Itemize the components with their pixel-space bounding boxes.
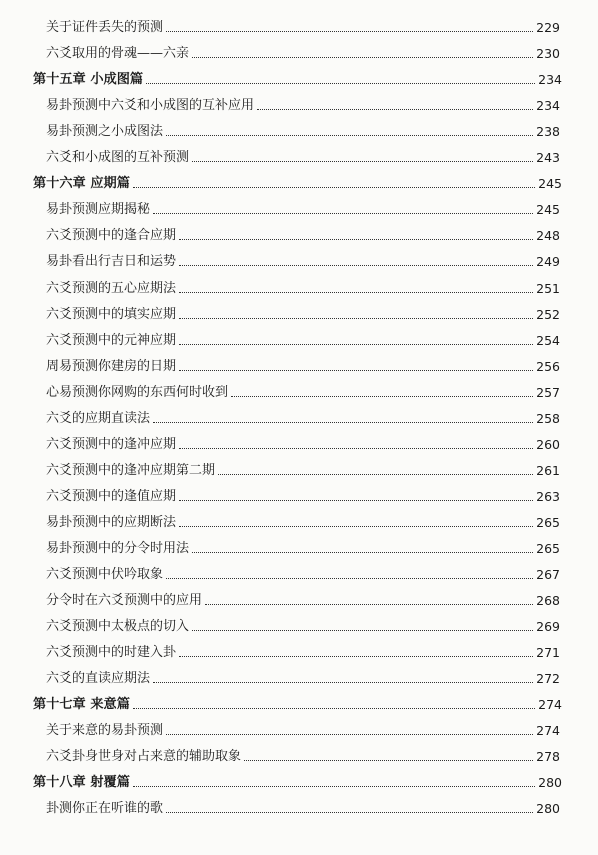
toc-entry <box>0 663 598 689</box>
page-number: 251 <box>536 280 560 296</box>
dot-leader <box>133 786 535 787</box>
page-number: 245 <box>538 176 562 192</box>
page-number: 234 <box>538 72 562 88</box>
toc-entry <box>0 325 598 351</box>
toc-entry <box>0 142 598 168</box>
toc-entry <box>0 377 598 403</box>
dot-leader <box>244 760 533 761</box>
toc-entry <box>0 585 598 611</box>
toc-entry <box>0 194 598 220</box>
page-number: 234 <box>536 98 560 114</box>
toc-entry <box>0 611 598 637</box>
dot-leader <box>192 161 533 162</box>
entry-title: 易卦预测应期揭秘 <box>46 202 151 218</box>
chapter-title: 第十七章 来意篇 <box>33 697 130 713</box>
entry-title: 心易预测你网购的东西何时收到 <box>46 384 229 400</box>
dot-leader <box>192 57 533 58</box>
toc-entry <box>0 116 598 142</box>
dot-leader <box>192 630 533 631</box>
dot-leader <box>146 83 535 84</box>
toc-entry <box>0 455 598 481</box>
entry-title: 六爻卦身世身对占来意的辅助取象 <box>46 749 242 765</box>
entry-title: 六爻预测中伏吟取象 <box>46 567 164 583</box>
toc-entry <box>0 12 598 38</box>
entry-title: 易卦预测中的分令时用法 <box>46 540 190 556</box>
entry-title: 周易预测你建房的日期 <box>46 358 177 374</box>
toc-entry <box>0 351 598 377</box>
dot-leader <box>179 526 533 527</box>
dot-leader <box>179 318 533 319</box>
entry-title: 六爻预测中的填实应期 <box>46 306 177 322</box>
dot-leader <box>153 682 533 683</box>
toc-entry <box>0 220 598 246</box>
page-number: 263 <box>536 488 560 504</box>
page-number: 265 <box>536 514 560 530</box>
page-number: 258 <box>536 410 560 426</box>
entry-title: 六爻取用的骨魂——六亲 <box>46 46 190 62</box>
page-number: 278 <box>536 749 560 765</box>
toc-entry <box>0 481 598 507</box>
dot-leader <box>153 213 533 214</box>
page-number: 260 <box>536 436 560 452</box>
dot-leader <box>133 187 535 188</box>
entry-title: 六爻预测中太极点的切入 <box>46 619 190 635</box>
entry-title: 易卦预测中的应期断法 <box>46 514 177 530</box>
page-number: 238 <box>536 124 560 140</box>
entry-title: 卦测你正在听谁的歌 <box>46 801 164 817</box>
page-number: 280 <box>538 775 562 791</box>
page-number: 269 <box>536 619 560 635</box>
dot-leader <box>257 109 533 110</box>
toc-entry <box>0 429 598 455</box>
toc-entry <box>0 299 598 325</box>
dot-leader <box>166 812 533 813</box>
toc-entry <box>0 90 598 116</box>
toc-entry <box>0 507 598 533</box>
dot-leader <box>179 370 533 371</box>
dot-leader <box>179 500 533 501</box>
entry-title: 六爻预测中的逢冲应期第二期 <box>46 462 216 478</box>
page-number: 257 <box>536 384 560 400</box>
dot-leader <box>133 708 535 709</box>
page-number: 245 <box>536 202 560 218</box>
chapter-title: 第十五章 小成图篇 <box>33 72 144 88</box>
page-number: 261 <box>536 462 560 478</box>
page-number: 271 <box>536 645 560 661</box>
dot-leader <box>166 135 533 136</box>
dot-leader <box>179 344 533 345</box>
dot-leader <box>166 31 533 32</box>
chapter-title: 第十六章 应期篇 <box>33 176 130 192</box>
toc-entry <box>0 533 598 559</box>
dot-leader <box>179 265 533 266</box>
toc-chapter-heading <box>0 168 598 194</box>
dot-leader <box>153 422 533 423</box>
dot-leader <box>179 239 533 240</box>
entry-title: 六爻预测中的逢合应期 <box>46 228 177 244</box>
page-number: 252 <box>536 306 560 322</box>
entry-title: 六爻预测中的逢值应期 <box>46 488 177 504</box>
page-number: 249 <box>536 254 560 270</box>
page-number: 267 <box>536 567 560 583</box>
toc-entry <box>0 38 598 64</box>
entry-title: 关于来意的易卦预测 <box>46 723 164 739</box>
dot-leader <box>231 396 533 397</box>
page-number: 272 <box>536 671 560 687</box>
page-number: 230 <box>536 46 560 62</box>
entry-title: 六爻和小成图的互补预测 <box>46 150 190 166</box>
toc-entry <box>0 715 598 741</box>
entry-title: 六爻的直读应期法 <box>46 671 151 687</box>
entry-title: 六爻预测中的元神应期 <box>46 332 177 348</box>
page-number: 280 <box>536 801 560 817</box>
toc-entry <box>0 272 598 298</box>
entry-title: 六爻预测的五心应期法 <box>46 280 177 296</box>
entry-title: 易卦预测之小成图法 <box>46 124 164 140</box>
entry-title: 易卦看出行吉日和运势 <box>46 254 177 270</box>
toc-entry <box>0 246 598 272</box>
dot-leader <box>179 448 533 449</box>
page-number: 229 <box>536 20 560 36</box>
dot-leader <box>218 474 533 475</box>
page-number: 268 <box>536 593 560 609</box>
toc-entry <box>0 559 598 585</box>
toc-entry <box>0 403 598 429</box>
dot-leader <box>166 734 533 735</box>
page-number: 254 <box>536 332 560 348</box>
dot-leader <box>192 552 533 553</box>
page-number: 274 <box>538 697 562 713</box>
page-number: 248 <box>536 228 560 244</box>
toc-chapter-heading <box>0 64 598 90</box>
entry-title: 分令时在六爻预测中的应用 <box>46 593 203 609</box>
page-number: 265 <box>536 540 560 556</box>
entry-title: 六爻的应期直读法 <box>46 410 151 426</box>
page-number: 256 <box>536 358 560 374</box>
dot-leader <box>166 578 533 579</box>
entry-title: 易卦预测中六爻和小成图的互补应用 <box>46 98 255 114</box>
entry-title: 六爻预测中的时建入卦 <box>46 645 177 661</box>
toc-entry <box>0 741 598 767</box>
page-number: 274 <box>536 723 560 739</box>
dot-leader <box>205 604 533 605</box>
toc-chapter-heading <box>0 767 598 793</box>
dot-leader <box>179 656 533 657</box>
toc-entry <box>0 793 598 819</box>
toc-entry <box>0 637 598 663</box>
entry-title: 关于证件丢失的预测 <box>46 20 164 36</box>
chapter-title: 第十八章 射覆篇 <box>33 775 130 791</box>
table-of-contents <box>0 12 598 819</box>
entry-title: 六爻预测中的逢冲应期 <box>46 436 177 452</box>
dot-leader <box>179 292 533 293</box>
toc-chapter-heading <box>0 689 598 715</box>
page-number: 243 <box>536 150 560 166</box>
